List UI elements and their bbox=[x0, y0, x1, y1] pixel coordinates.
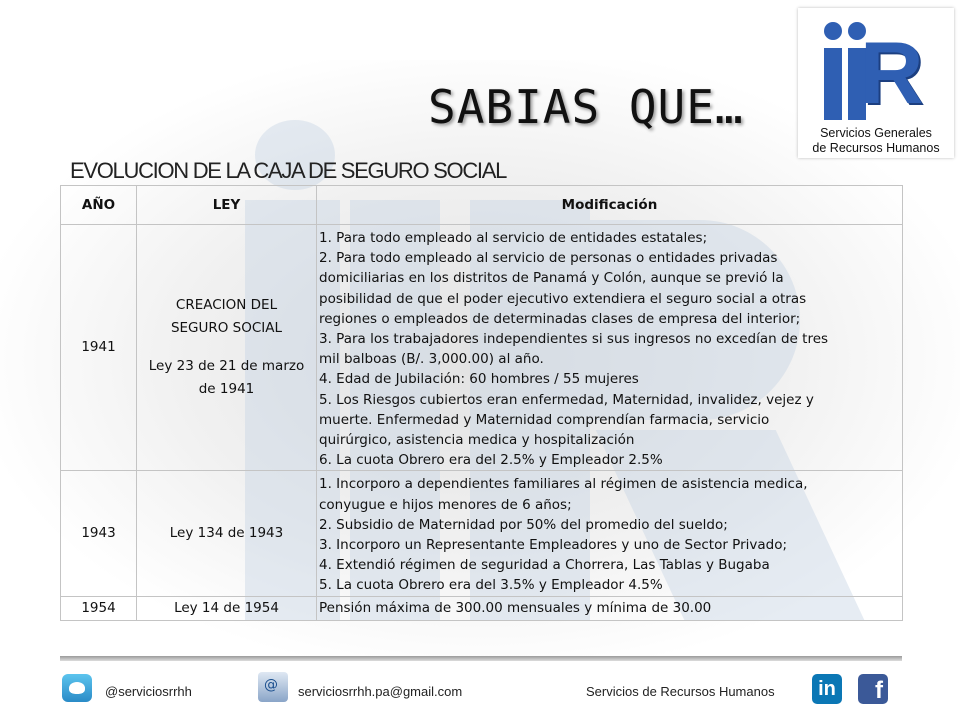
mod-line: 2. Para todo empleado al servicio de personas o entidades privadas bbox=[319, 250, 778, 267]
mod-line: mil balboas (B/. 3,000.00) al año. bbox=[319, 351, 544, 368]
mod-line: Pensión máxima de 300.00 mensuales y mínima de 30.00 bbox=[319, 599, 712, 616]
logo-caption-line2: de Recursos Humanos bbox=[812, 141, 940, 155]
table-bottom-shadow bbox=[60, 656, 902, 661]
header-year: AÑO bbox=[61, 186, 137, 225]
company-logo bbox=[798, 8, 954, 158]
twitter-handle[interactable]: @serviciosrrhh bbox=[105, 684, 192, 699]
cell-law: Ley 134 de 1943 bbox=[137, 471, 317, 596]
mod-line: 5. La cuota Obrero era del 3.5% y Empleador 4.5% bbox=[319, 577, 663, 594]
table-row bbox=[61, 596, 903, 620]
cell-law bbox=[137, 225, 317, 471]
email-address[interactable]: serviciosrrhh.pa@gmail.com bbox=[298, 684, 463, 699]
cell-year: 1943 bbox=[61, 471, 137, 596]
mod-line: conyugue e hijos menores de 6 años; bbox=[319, 496, 572, 513]
mod-line: domiciliarias en los distritos de Panamá y Colón, aunque se previó la bbox=[319, 270, 784, 287]
law-line: de 1941 bbox=[198, 381, 255, 398]
mod-line: regiones o empleados de determinadas clases de empresa del interior; bbox=[319, 310, 801, 327]
law-line: SEGURO SOCIAL bbox=[170, 320, 283, 337]
mod-line: 4. Extendió régimen de seguridad a Chorrera, Las Tablas y Bugaba bbox=[319, 557, 770, 574]
logo-i-stem bbox=[824, 48, 842, 120]
cell-year: 1941 bbox=[61, 225, 137, 471]
mod-line: 6. La cuota Obrero era del 2.5% y Empleador 2.5% bbox=[319, 452, 663, 469]
mod-line: 3. Incorporo un Representante Empleadores y uno de Sector Privado; bbox=[319, 537, 788, 554]
cell-modifications bbox=[317, 225, 903, 471]
logo-caption-line1: Servicios Generales bbox=[820, 126, 932, 140]
mod-line: 5. Los Riesgos cubiertos eran enfermedad, Maternidad, invalidez, vejez y bbox=[319, 391, 814, 408]
cell-year: 1954 bbox=[61, 596, 137, 620]
mod-line: 3. Para los trabajadores independientes si sus ingresos no excedían de tres bbox=[319, 331, 829, 348]
mod-line: quirúrgico, asistencia medica y hospitalización bbox=[319, 432, 635, 449]
header-law: LEY bbox=[137, 186, 317, 225]
organization-name: Servicios de Recursos Humanos bbox=[586, 684, 775, 699]
twitter-icon[interactable] bbox=[62, 674, 92, 702]
mod-line: 1. Incorporo a dependientes familiares al régimen de asistencia medica, bbox=[319, 476, 808, 493]
mod-line: 1. Para todo empleado al servicio de entidades estatales; bbox=[319, 230, 708, 246]
mod-line: 4. Edad de Jubilación: 60 hombres / 55 mujeres bbox=[319, 371, 639, 388]
cell-law: Ley 14 de 1954 bbox=[137, 596, 317, 620]
mod-line: muerte. Enfermedad y Maternidad comprendían farmacia, servicio bbox=[319, 411, 770, 428]
slide-subtitle: EVOLUCION DE LA CAJA DE SEGURO SOCIAL bbox=[70, 158, 507, 183]
social-security-table bbox=[60, 185, 903, 621]
cell-modifications bbox=[317, 596, 903, 620]
table-header-row bbox=[61, 186, 903, 225]
table-row bbox=[61, 471, 903, 596]
email-icon[interactable]: @ bbox=[258, 672, 288, 702]
table-row bbox=[61, 225, 903, 471]
mod-line: 2. Subsidio de Maternidad por 50% del promedio del sueldo; bbox=[319, 516, 728, 533]
logo-i-dot bbox=[824, 22, 842, 40]
facebook-icon[interactable]: f bbox=[858, 674, 888, 704]
mod-line: posibilidad de que el poder ejecutivo extendiera el seguro social a otras bbox=[319, 290, 807, 307]
cell-modifications bbox=[317, 471, 903, 596]
linkedin-icon[interactable]: in bbox=[812, 674, 842, 704]
slide-title: SABIAS QUE… bbox=[428, 80, 744, 134]
law-line: Ley 23 de 21 de marzo bbox=[148, 358, 305, 375]
law-line: CREACION DEL bbox=[175, 297, 278, 314]
header-modification: Modificación bbox=[317, 186, 903, 225]
logo-r-letter: R bbox=[860, 23, 924, 122]
